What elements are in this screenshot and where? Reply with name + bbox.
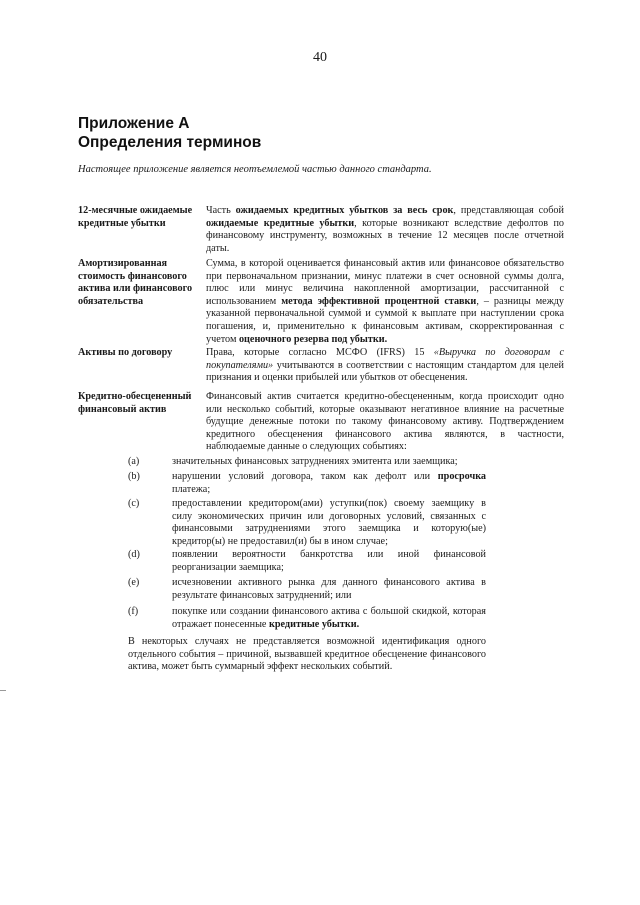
text-run: Финансовый актив считается кредитно-обесцененным, когда происходит одно или несколько событий, которые оказывают негативное влияние на расчетные будущие денежные потоки по такому финансовому активу. Подтверждением кредитного обесценения финансового актива являются, в частности, наблюдаемые данные о следующих событиях: <box>206 391 564 453</box>
emphasized-term: кредитные убытки. <box>269 618 360 630</box>
text-run: исчезновении активного рынка для данного финансового актива в результате финансовых затруднений; или <box>172 577 486 601</box>
text-run: , которые возникают вследствие дефолтов по финансовому инструменту, возможных в течение 12 месяцев после отчетной даты. <box>206 217 565 254</box>
list-marker: (c) <box>128 498 140 509</box>
text-run: значительных финансовых затруднениях эмитента или заемщика; <box>172 456 458 467</box>
term-definition <box>206 258 564 346</box>
appendix-heading <box>78 114 261 152</box>
list-item-text <box>172 549 486 574</box>
text-run: Права, которые согласно МСФО (IFRS) 15 <box>206 347 434 358</box>
text-run: покупке или создании финансового актива с большой скидкой, которая отражает понесенные <box>172 606 486 630</box>
italic-reference: «Выручка по договорам с покупателями» <box>206 347 564 371</box>
scan-edge-mark <box>0 690 6 691</box>
list-item-text <box>172 577 486 602</box>
term-definition <box>206 205 564 255</box>
page-number: 40 <box>313 50 327 65</box>
text-run: учитываются в соответствии с настоящим стандартом для целей признания и оценки прибылей или убытков от обесценения. <box>206 359 564 384</box>
text-run: платежа; <box>172 483 211 495</box>
list-item-text <box>172 606 486 631</box>
list-item-text <box>172 498 486 548</box>
text-run: Сумма, в которой оценивается финансовый актив или финансовое обязательство при первоначальном признании, минус платежи в счет основной суммы долга, плюс или минус величина накопленной амортизации, рассчитанной с использованием <box>206 258 564 307</box>
emphasized-term: просрочка <box>437 471 486 482</box>
emphasized-term: метода эффективной процентной ставки <box>281 295 477 307</box>
list-marker: (b) <box>128 471 140 482</box>
term-label: 12-месячные ожидаемые кредитные убытки <box>78 205 193 229</box>
text-run: Часть <box>206 205 236 216</box>
text-run: , представляющая собой <box>453 205 564 216</box>
emphasized-term: ожидаемых кредитных убытков за весь срок <box>235 205 454 216</box>
term-definition <box>206 391 564 454</box>
text-run: нарушении условий договора, таком как дефолт или <box>172 471 438 482</box>
list-marker: (a) <box>128 456 140 467</box>
emphasized-term: оценочного резерва под убытки. <box>238 333 388 345</box>
term-label: Амортизированная стоимость финансового актива или финансового обязательства <box>78 258 193 307</box>
text-run: , – разницы между указанной первоначальной суммой и суммой к выплате при наступлении срока погашения, и, применительно к финансовым активам, скорректированная с учетом <box>206 295 565 345</box>
appendix-subtitle: Определения терминов <box>78 134 262 151</box>
text-run: появлении вероятности банкротства или иной финансовой реорганизации заемщика; <box>172 549 486 573</box>
list-item-text <box>172 471 486 496</box>
appendix-intro: Настоящее приложение является неотъемлемой частью данного стандарта. <box>78 164 432 175</box>
term-label: Кредитно-обесцененный финансовый актив <box>78 391 192 415</box>
text-run: предоставлении кредитором(ами) уступки(пок) своему заемщику в силу экономических причин или договорных условий, связанных с финансовыми затруднениями этого заемщика и которую(ые) кредитор(ы) не предоставил(и) бы в ином случае; <box>172 498 486 547</box>
term-definition <box>206 347 564 385</box>
appendix-title: Приложение А <box>78 115 190 132</box>
list-marker: (e) <box>128 577 140 588</box>
list-marker: (d) <box>128 549 140 560</box>
list-marker: (f) <box>128 606 139 617</box>
term-label: Активы по договору <box>78 347 173 358</box>
emphasized-term: ожидаемые кредитные убытки <box>206 217 355 229</box>
list-item-text <box>172 456 486 469</box>
closing-paragraph: В некоторых случаях не представляется возможной идентификация одного отдельного события – причиной, вызвавшей кредитное обесценение финансового актива, может быть суммарный эффект нескольких событий. <box>128 636 486 673</box>
